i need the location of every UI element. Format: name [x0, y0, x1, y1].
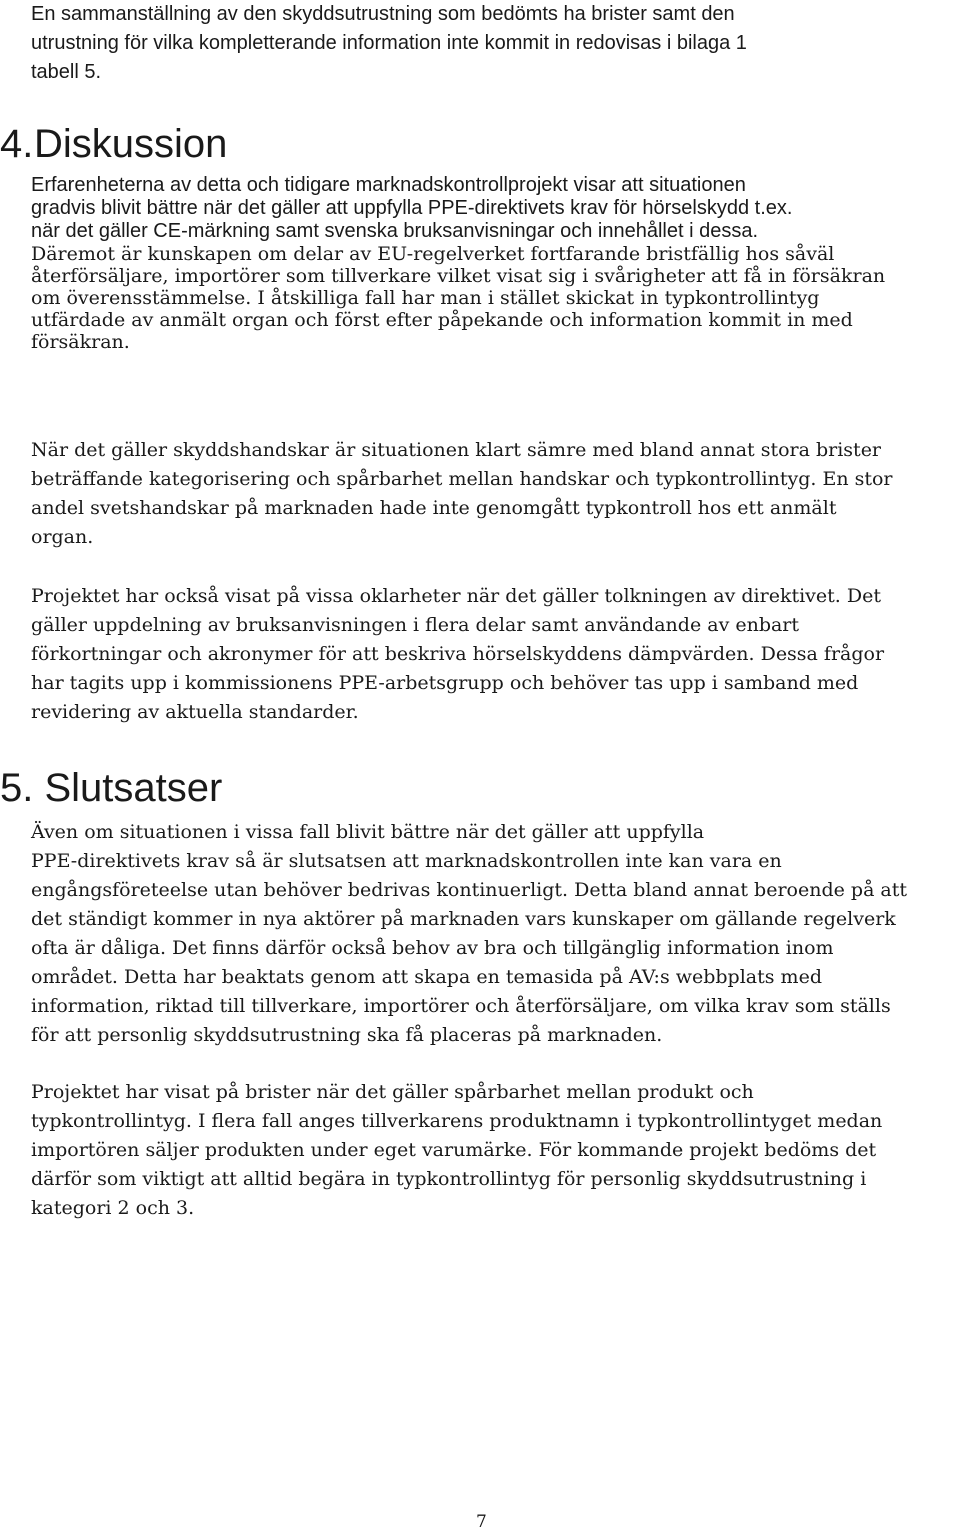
intro-paragraph: En sammanställning av den skyddsutrustning som bedömts ha brister samt den utrustning för vilka kompletterande information inte kommit in redovisas i bilaga 1 tabell 5.: [31, 3, 747, 83]
section-heading-diskussion: [0, 120, 227, 168]
slutsatser-paragraph-1: Även om situationen i vissa fall blivit bättre när det gäller att uppfylla PPE-direktivets krav så är slutsatsen att marknadskontrollen inte kan vara en engångsföreteelse utan behöver bedrivas kontinuerligt. Detta bland annat beroende på att det ständigt kommer in nya aktörer på marknaden vars kunskaper om gällande regelverk ofta är dåliga. Det finns därför också behov av bra och tillgänglig information inom området. Detta har beaktats genom att skapa en temasida på AV:s webbplats med information, riktad till tillverkare, importörer och återförsäljare, om vilka krav som ställs för att personlig skyddsutrustning ska få placeras på marknaden.: [31, 821, 908, 1046]
diskussion-paragraph-2: När det gäller skyddshandskar är situationen klart sämre med bland annat stora brister beträffande kategorisering och spårbarhet mellan handskar och typkontrollintyg. En stor andel svetshandskar på marknaden hade inte genomgått typkontroll hos ett anmält organ.: [31, 439, 893, 548]
section-heading-slutsatser: 5. Slutsatser: [0, 766, 223, 810]
section-number: 4.: [0, 122, 34, 166]
diskussion-paragraph-1-part-b: Däremot är kunskapen om delar av EU-regelverket fortfarande bristfällig hos såväl återförsäljare, importörer som tillverkare vilket visat sig i svårigheter att få in försäkran om överensstämmelse. I åtskilliga fall har man i stället skickat in typkontrollintyg utfärdade av anmält organ och först efter påpekande och information kommit in med försäkran.: [31, 243, 886, 353]
section-title: Diskussion: [34, 122, 228, 166]
diskussion-paragraph-1: [31, 174, 885, 353]
diskussion-paragraph-1-part-a: Erfarenheterna av detta och tidigare marknadskontrollprojekt visar att situationen gradvis blivit bättre när det gäller att uppfylla PPE-direktivets krav för hörselskydd t.ex. när det gäller CE-märkning samt svenska bruksanvisningar och innehållet i dessa.: [31, 174, 793, 242]
slutsatser-paragraph-2: Projektet har visat på brister när det gäller spårbarhet mellan produkt och typkontrollintyg. I flera fall anges tillverkarens produktnamn i typkontrollintyget medan importören säljer produkten under eget varumärke. För kommande projekt bedöms det därför som viktigt att alltid begära in typkontrollintyg för personlig skyddsutrustning i kategori 2 och 3.: [31, 1081, 883, 1219]
page-number: 7: [476, 1512, 487, 1532]
diskussion-paragraph-3: Projektet har också visat på vissa oklarheter när det gäller tolkningen av direktivet. Det gäller uppdelning av bruksanvisningen i flera delar samt användande av enbart förkortningar och akronymer för att beskriva hörselskyddens dämpvärden. Dessa frågor har tagits upp i kommissionens PPE-arbetsgrupp och behöver tas upp i samband med revidering av aktuella standarder.: [31, 585, 885, 723]
